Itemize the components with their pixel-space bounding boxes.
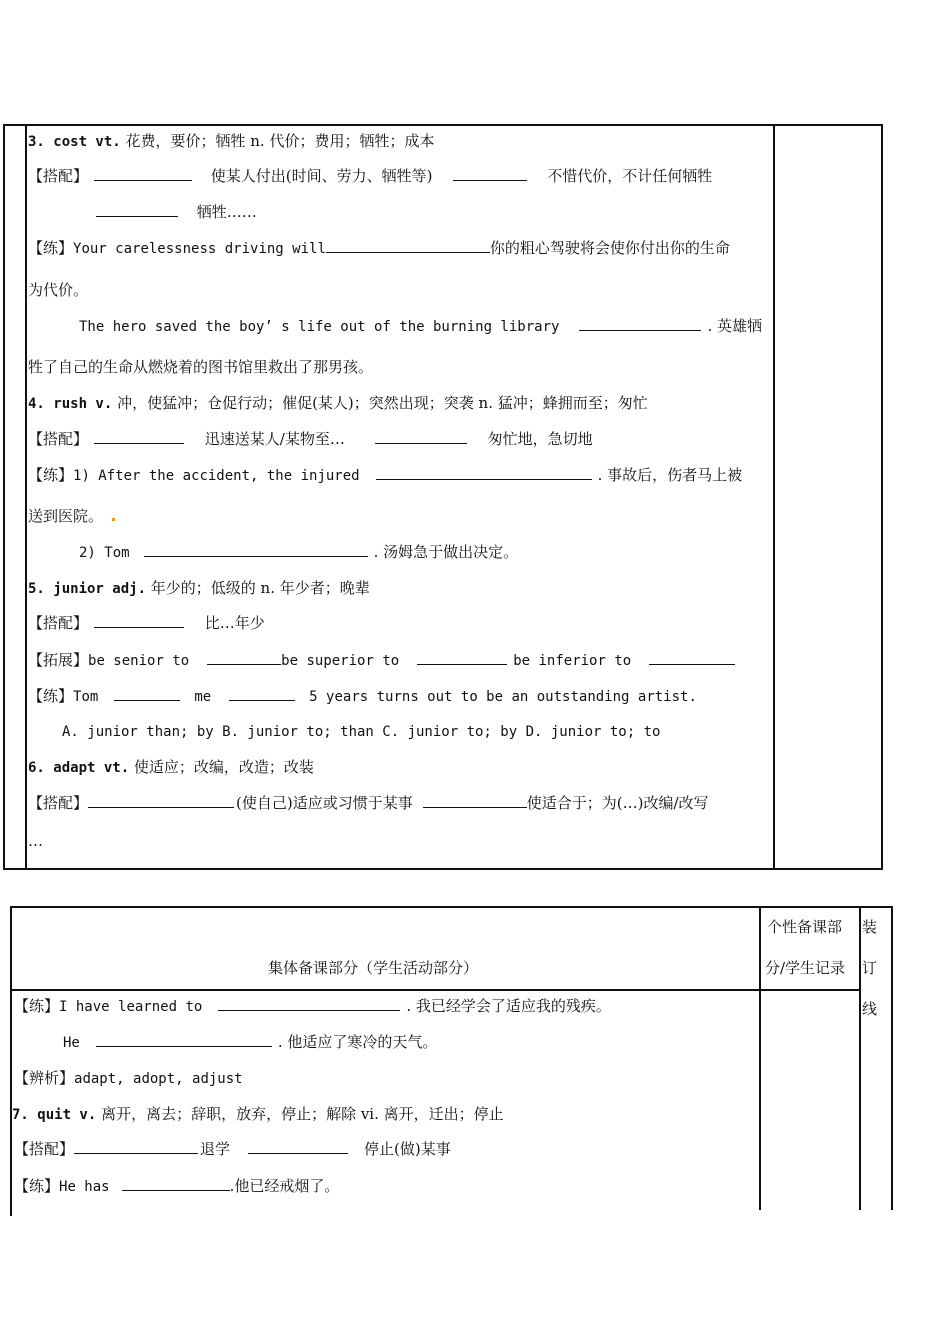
practice-label: 【练】 <box>14 997 60 1015</box>
practice-chinese: . 他适应了寒冷的天气。 <box>277 1033 438 1051</box>
collocation-text: 不惜代价，不计任何牺牲 <box>547 167 713 185</box>
item3-definition: 花费，要价；牺牲 n. 代价；费用；牺牲；成本 <box>120 132 435 150</box>
answer-blank[interactable] <box>94 429 184 444</box>
answer-blank[interactable] <box>94 166 192 181</box>
item5-definition: 年少的；低级的 n. 年少者；晚辈 <box>146 579 370 597</box>
analysis-label: 【辨析】 <box>14 1069 75 1087</box>
practice-label: 【练】 <box>14 1177 60 1195</box>
collocation-text: 使某人付出(时间、劳力、牺牲等) <box>210 167 433 185</box>
binding-char: 订 <box>862 959 878 977</box>
binding-char: 装 <box>862 918 878 936</box>
item5-options: A. junior than; by B. junior to; than C. junior to; by D. junior to; to <box>62 724 661 740</box>
extend-phrase: be superior to <box>281 653 400 669</box>
analysis-text: adapt, adopt, adjust <box>74 1071 243 1087</box>
collocation-label: 【搭配】 <box>28 167 89 185</box>
practice-chinese: 你的粗心驾驶将会使你付出你的生命 <box>489 239 730 257</box>
item5-practice <box>28 686 697 707</box>
collocation-text: 匆忙地，急切地 <box>487 430 593 448</box>
practice-chinese: . 事故后，伤者马上被 <box>597 466 743 484</box>
answer-blank[interactable] <box>375 429 467 444</box>
practice-english: Your carelessness driving will <box>73 241 326 257</box>
answer-blank[interactable] <box>144 542 368 557</box>
extend-label: 【拓展】 <box>28 651 89 669</box>
binding-char: 线 <box>862 1000 878 1018</box>
lower-binding-divider <box>859 906 861 1210</box>
collocation-text: 比…年少 <box>204 614 265 632</box>
item6-heading <box>28 757 314 778</box>
practice-chinese: .他已经戒烟了。 <box>229 1177 340 1195</box>
item5-title: 5. junior adj. <box>28 581 147 597</box>
item7-definition: 离开，离去；辞职，放弃，停止；解除 vi. 离开，迁出；停止 <box>96 1105 504 1123</box>
collocation-label: 【搭配】 <box>14 1140 75 1158</box>
item7-title: 7. quit v. <box>12 1107 97 1123</box>
answer-blank[interactable] <box>207 650 281 665</box>
answer-blank[interactable] <box>649 650 735 665</box>
item7-practice <box>14 1176 339 1197</box>
answer-blank[interactable] <box>326 238 490 253</box>
item3-practice1-cont: 为代价。 <box>28 281 89 299</box>
item5-collocation <box>28 613 265 633</box>
answer-blank[interactable] <box>417 650 507 665</box>
adapt-practice2 <box>63 1032 437 1053</box>
item4-collocation <box>28 429 593 449</box>
item3-practice2-cont: 牲了自己的生命从燃烧着的图书馆里救出了那男孩。 <box>28 358 374 376</box>
item3-collocation <box>28 166 712 186</box>
header-bottom-rule <box>10 989 761 991</box>
item6-definition: 使适应；改编，改造；改装 <box>129 758 314 776</box>
item5-extend <box>28 650 741 671</box>
answer-blank[interactable] <box>74 1139 198 1154</box>
practice-english: I have learned to <box>59 999 203 1015</box>
extend-phrase: be inferior to <box>513 653 632 669</box>
analysis <box>14 1068 243 1089</box>
item3-practice2 <box>79 316 762 337</box>
practice-label: 【练】 <box>28 239 74 257</box>
item4-heading <box>28 393 648 414</box>
collocation-text: 退学 <box>200 1140 231 1158</box>
answer-blank[interactable] <box>423 793 527 808</box>
answer-blank[interactable] <box>248 1139 348 1154</box>
practice-english: 5 years turns out to be an outstanding artist. <box>309 689 697 705</box>
answer-blank[interactable] <box>579 316 701 331</box>
answer-blank[interactable] <box>88 793 234 808</box>
practice-chinese: . 汤姆急于做出决定。 <box>373 543 519 561</box>
upper-left-divider <box>25 124 27 870</box>
item4-practice1 <box>28 465 742 486</box>
answer-blank[interactable] <box>122 1176 230 1191</box>
notes-header-line1: 个性备课部 <box>767 918 843 936</box>
item3-title: 3. cost vt. <box>28 134 121 150</box>
item3-heading <box>28 131 434 152</box>
lower-right-border <box>891 906 893 1210</box>
practice-english: Tom <box>73 689 99 705</box>
practice-english: The hero saved the boy’ s life out of the burning library <box>79 319 560 335</box>
answer-blank[interactable] <box>229 686 295 701</box>
practice-english: He has <box>59 1179 110 1195</box>
side-header-bottom-rule <box>759 989 861 991</box>
upper-right-divider <box>773 124 775 870</box>
item6-collocation-cont: … <box>28 832 43 850</box>
practice-label: 【练】 <box>28 466 74 484</box>
answer-blank[interactable] <box>114 686 180 701</box>
lower-mid-divider <box>759 906 761 1210</box>
item7-collocation <box>14 1139 451 1159</box>
practice-label: 【练】 <box>28 687 74 705</box>
collocation-text: 迅速送某人/某物至… <box>204 430 345 448</box>
collocation-text: 停止(做)某事 <box>364 1140 451 1158</box>
practice-english: 2) Tom <box>79 545 130 561</box>
collocation-text: (使自己)适应或习惯于某事 <box>236 794 413 812</box>
item5-heading <box>28 578 370 599</box>
answer-blank[interactable] <box>96 202 178 217</box>
item3-collocation-cont <box>96 202 257 222</box>
answer-blank[interactable] <box>94 613 184 628</box>
item7-heading <box>12 1104 504 1125</box>
practice-chinese: . 我已经学会了适应我的残疾。 <box>406 997 611 1015</box>
answer-blank[interactable] <box>376 465 592 480</box>
section-header: 集体备课部分（学生活动部分） <box>268 959 479 977</box>
collocation-label: 【搭配】 <box>28 794 89 812</box>
practice-english: me <box>194 689 212 705</box>
item3-practice1 <box>28 238 730 259</box>
collocation-text: 牺牲…… <box>196 203 257 221</box>
collocation-label: 【搭配】 <box>28 430 89 448</box>
answer-blank[interactable] <box>96 1032 272 1047</box>
stray-mark <box>112 518 115 521</box>
adapt-practice1 <box>14 996 611 1017</box>
extend-phrase: be senior to <box>88 653 190 669</box>
practice-english: 1) After the accident, the injured <box>73 468 360 484</box>
item6-title: 6. adapt vt. <box>28 760 130 776</box>
notes-header-line2: 分/学生记录 <box>765 959 846 977</box>
answer-blank[interactable] <box>218 996 400 1011</box>
collocation-label: 【搭配】 <box>28 614 89 632</box>
item6-collocation <box>28 793 709 813</box>
practice-english: He <box>63 1035 80 1051</box>
item4-practice1-cont: 送到医院。 <box>28 507 104 525</box>
practice-chinese: . 英雄牺 <box>707 317 762 335</box>
item4-practice2 <box>79 542 518 563</box>
item4-definition: 冲，使猛冲；仓促行动；催促(某人)；突然出现；突袭 n. 猛冲；蜂拥而至；匆忙 <box>112 394 648 412</box>
answer-blank[interactable] <box>453 166 527 181</box>
collocation-text: 使适合于；为(…)改编/改写 <box>526 794 709 812</box>
item4-title: 4. rush v. <box>28 396 113 412</box>
